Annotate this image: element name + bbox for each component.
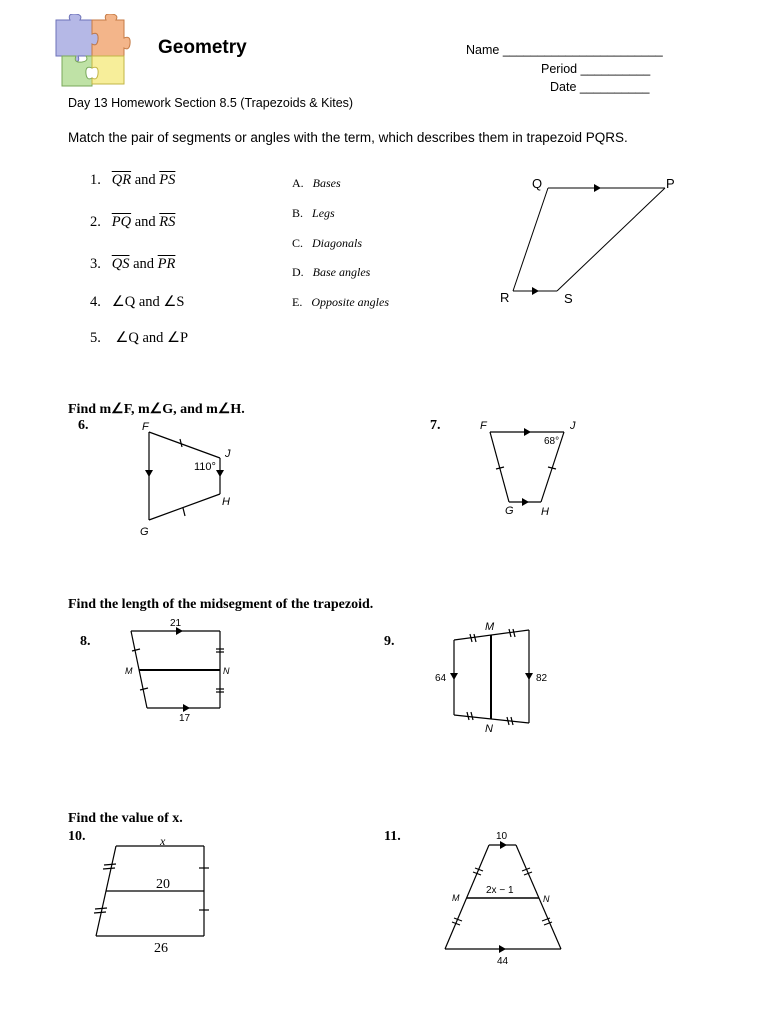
svg-text:F: F (480, 420, 487, 432)
section-subtitle: Day 13 Homework Section 8.5 (Trapezoids & Kites) (68, 96, 354, 110)
svg-text:G: G (140, 526, 149, 538)
problem-10-number: 10. (68, 829, 86, 844)
label-s: S (564, 291, 573, 306)
label-q: Q (532, 176, 543, 191)
svg-text:M: M (125, 666, 133, 676)
name-label: Name (466, 43, 500, 57)
problem-6-number: 6. (78, 418, 89, 433)
svg-text:H: H (222, 496, 230, 508)
option-e: E. Opposite angles (292, 295, 390, 309)
svg-text:J: J (570, 420, 576, 432)
section-heading-x: Find the value of x. (68, 811, 183, 826)
svg-text:H: H (541, 506, 549, 518)
option-b: B. Legs (292, 206, 335, 220)
svg-text:10: 10 (496, 831, 508, 842)
option-d: D. Base angles (292, 265, 371, 279)
svg-text:M: M (485, 621, 495, 633)
date-label: Date (550, 80, 577, 94)
match-item-4: 4. ∠Q and ∠S (90, 294, 185, 310)
name-field[interactable] (466, 43, 663, 57)
match-item-2: 2. $\overline{PQ}$ and $\overline{RS}$ (90, 214, 176, 230)
problem-10-figure (90, 834, 220, 958)
match-item-5: 5. ∠Q and ∠P (90, 330, 189, 346)
section-heading-angles: Find m∠F, m∠G, and m∠H. (68, 402, 245, 417)
svg-text:110°: 110° (194, 461, 216, 473)
option-c: C. Diagonals (292, 236, 363, 250)
date-field[interactable] (550, 80, 649, 94)
svg-text:N: N (543, 894, 550, 904)
problem-8-figure (120, 614, 240, 728)
svg-text:N: N (485, 723, 493, 735)
problem-9-figure (430, 616, 560, 738)
document-title: Geometry (158, 37, 247, 58)
name-line: _______________________ (502, 43, 663, 57)
problem-7-figure (478, 414, 588, 524)
svg-text:44: 44 (497, 956, 509, 967)
svg-text:64: 64 (435, 673, 447, 684)
label-r: R (500, 290, 510, 305)
svg-text:2x − 1: 2x − 1 (486, 885, 514, 896)
problem-11-number: 11. (384, 829, 401, 844)
period-field[interactable] (541, 62, 650, 76)
match-item-3: 3. $\overline{QS}$ and $\overline{PR}$ (90, 256, 176, 272)
option-a: A. Bases (292, 176, 341, 190)
period-label: Period (541, 62, 578, 76)
problem-9-number: 9. (384, 634, 395, 649)
svg-text:G: G (505, 505, 514, 517)
svg-text:N: N (223, 666, 230, 676)
svg-text:26: 26 (154, 941, 168, 956)
problem-11-figure (430, 828, 580, 970)
match-item-1: 1. $\overline{QR}$ and $\overline{PS}$ (90, 172, 176, 188)
problem-8-number: 8. (80, 634, 91, 649)
date-line: __________ (579, 80, 650, 94)
problem-6-figure (130, 414, 260, 544)
svg-text:17: 17 (179, 713, 191, 724)
section-heading-midsegment: Find the length of the midsegment of the trapezoid. (68, 597, 374, 612)
puzzle-pieces-icon (52, 14, 134, 88)
svg-text:F: F (142, 421, 149, 433)
period-line: __________ (580, 62, 651, 76)
svg-text:x: x (160, 834, 166, 848)
svg-text:J: J (225, 448, 231, 460)
instructions: Match the pair of segments or angles with the term, which describes them in trapezoid PQRS. (68, 130, 628, 145)
problem-7-number: 7. (430, 418, 441, 433)
svg-text:21: 21 (170, 618, 182, 629)
svg-text:68°: 68° (544, 436, 560, 447)
trapezoid-pqrs-figure (490, 170, 690, 310)
label-p: P (666, 176, 675, 191)
svg-text:20: 20 (156, 877, 170, 892)
svg-text:82: 82 (536, 673, 548, 684)
svg-text:M: M (452, 893, 460, 903)
